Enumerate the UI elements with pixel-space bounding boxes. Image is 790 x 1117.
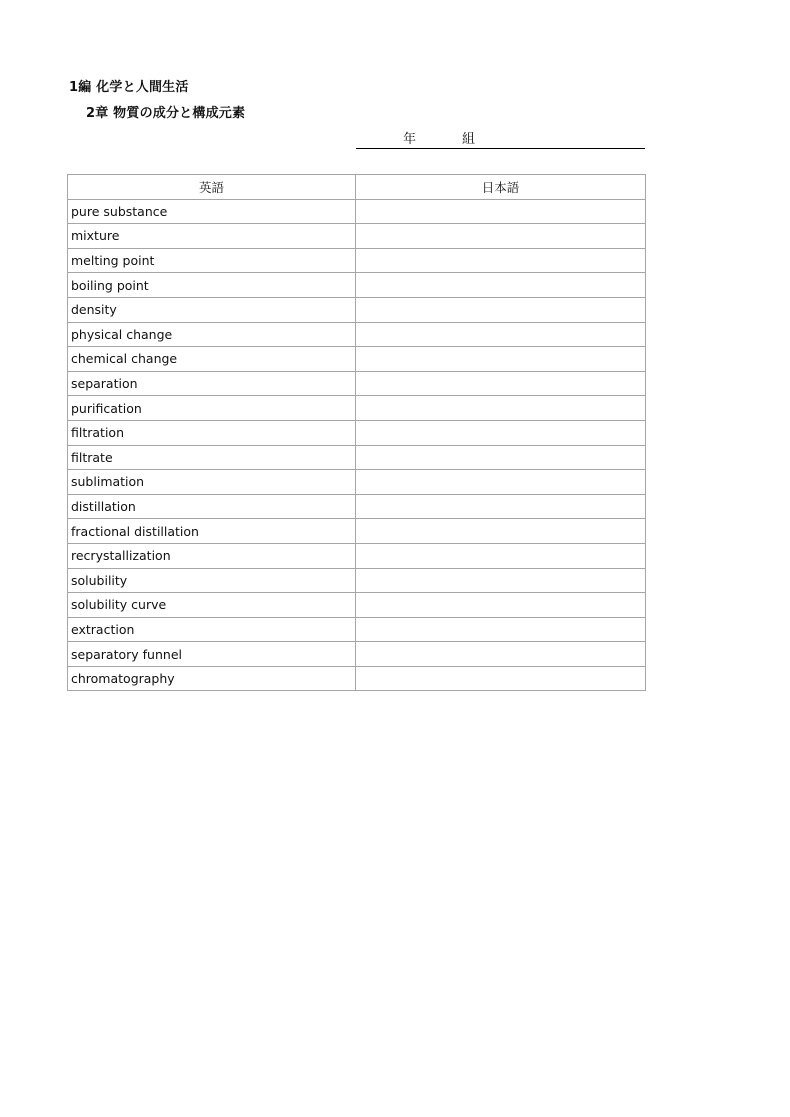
japanese-answer-cell[interactable] — [356, 445, 646, 470]
english-term: recrystallization — [68, 543, 356, 568]
table-row — [68, 445, 646, 470]
japanese-answer-cell[interactable] — [356, 593, 646, 618]
table-row — [68, 297, 646, 322]
unit-title: 1編 化学と人間生活 — [69, 80, 189, 95]
table-row — [68, 519, 646, 544]
english-term: filtrate — [68, 445, 356, 470]
column-header-english: 英語 — [68, 175, 356, 200]
table-header-row — [68, 175, 646, 200]
english-term: mixture — [68, 224, 356, 249]
japanese-answer-cell[interactable] — [356, 224, 646, 249]
table-row — [68, 642, 646, 667]
table-row — [68, 420, 646, 445]
english-term: physical change — [68, 322, 356, 347]
japanese-answer-cell[interactable] — [356, 396, 646, 421]
japanese-answer-cell[interactable] — [356, 470, 646, 495]
english-term: distillation — [68, 494, 356, 519]
vocabulary-table — [67, 174, 646, 691]
table-row — [68, 494, 646, 519]
table-row — [68, 371, 646, 396]
japanese-answer-cell[interactable] — [356, 568, 646, 593]
table-row — [68, 543, 646, 568]
japanese-answer-cell[interactable] — [356, 494, 646, 519]
english-term: purification — [68, 396, 356, 421]
table-row — [68, 470, 646, 495]
table-row — [68, 617, 646, 642]
english-term: sublimation — [68, 470, 356, 495]
column-header-japanese: 日本語 — [356, 175, 646, 200]
japanese-answer-cell[interactable] — [356, 519, 646, 544]
chapter-title: 2章 物質の成分と構成元素 — [86, 106, 246, 121]
english-term: density — [68, 297, 356, 322]
english-term: solubility curve — [68, 593, 356, 618]
japanese-answer-cell[interactable] — [356, 642, 646, 667]
table-row — [68, 248, 646, 273]
english-term: boiling point — [68, 273, 356, 298]
table-row — [68, 396, 646, 421]
table-row — [68, 568, 646, 593]
english-term: fractional distillation — [68, 519, 356, 544]
japanese-answer-cell[interactable] — [356, 273, 646, 298]
table-row — [68, 666, 646, 691]
japanese-answer-cell[interactable] — [356, 371, 646, 396]
english-term: extraction — [68, 617, 356, 642]
table-row — [68, 273, 646, 298]
english-term: solubility — [68, 568, 356, 593]
english-term: chemical change — [68, 347, 356, 372]
japanese-answer-cell[interactable] — [356, 199, 646, 224]
japanese-answer-cell[interactable] — [356, 617, 646, 642]
japanese-answer-cell[interactable] — [356, 248, 646, 273]
year-label: 年 — [403, 132, 417, 147]
table-row — [68, 224, 646, 249]
english-term: melting point — [68, 248, 356, 273]
english-term: chromatography — [68, 666, 356, 691]
japanese-answer-cell[interactable] — [356, 666, 646, 691]
japanese-answer-cell[interactable] — [356, 297, 646, 322]
table-row — [68, 199, 646, 224]
english-term: filtration — [68, 420, 356, 445]
table-row — [68, 347, 646, 372]
japanese-answer-cell[interactable] — [356, 322, 646, 347]
english-term: pure substance — [68, 199, 356, 224]
table-row — [68, 322, 646, 347]
class-field[interactable] — [356, 128, 645, 149]
english-term: separatory funnel — [68, 642, 356, 667]
table-row — [68, 593, 646, 618]
japanese-answer-cell[interactable] — [356, 543, 646, 568]
class-label: 組 — [462, 132, 476, 147]
english-term: separation — [68, 371, 356, 396]
japanese-answer-cell[interactable] — [356, 420, 646, 445]
japanese-answer-cell[interactable] — [356, 347, 646, 372]
